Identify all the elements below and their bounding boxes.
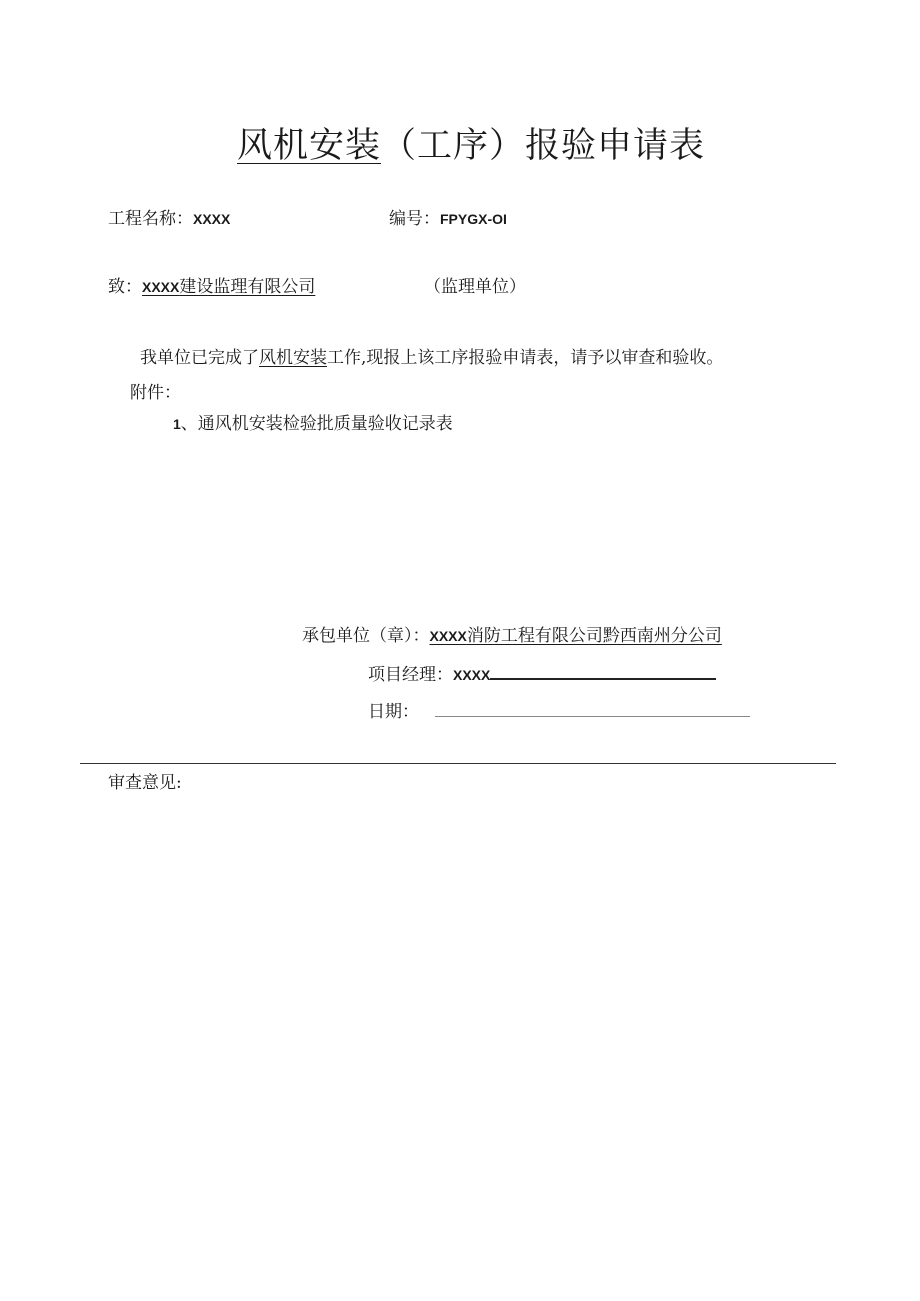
title-rest: （工序）报验申请表 [381, 126, 706, 166]
manager-signature-line [490, 677, 716, 680]
number-value: FPYGX-OI [440, 211, 507, 227]
contractor-name: 消防工程有限公司黔西南州分公司 [466, 626, 722, 646]
body-suffix: 工作,现报上该工序报验申请表，请予以审查和验收。 [327, 348, 724, 368]
to-value-code: XXXX [142, 279, 180, 295]
contractor-value [430, 626, 722, 646]
attachment-item [173, 409, 453, 434]
manager-value: XXXX [453, 667, 491, 683]
contractor-code: XXXX [429, 628, 467, 644]
manager-label: 项目经理： [368, 665, 453, 685]
date-fill-line [435, 715, 750, 717]
to-value [142, 277, 315, 297]
date-label: 日期： [368, 702, 419, 722]
recipient-suffix: （监理单位） [424, 277, 526, 297]
manager-row [368, 660, 716, 685]
contractor-label: 承包单位（章）： [302, 626, 430, 646]
project-label: 工程名称： [108, 209, 193, 229]
project-name-row [108, 204, 230, 229]
title-underlined: 风机安装 [237, 126, 382, 166]
page-title [237, 118, 705, 168]
project-value: XXXX [193, 211, 231, 227]
body-prefix: 我单位已完成了 [140, 348, 259, 368]
section-divider [80, 763, 836, 764]
attachment-number: 1 [173, 416, 181, 432]
recipient-row [108, 272, 315, 297]
date-row [368, 697, 750, 722]
contractor-row [302, 621, 722, 646]
body-text [140, 343, 723, 368]
to-value-name: 建设监理有限公司 [179, 277, 316, 297]
attachment-text: 、通风机安装检验批质量验收记录表 [180, 414, 453, 434]
body-underlined: 风机安装 [259, 348, 327, 368]
number-label: 编号： [389, 209, 440, 229]
to-label: 致： [108, 277, 142, 297]
attachment-label: 附件： [130, 383, 181, 403]
number-row [389, 204, 507, 229]
review-label: 审查意见: [108, 773, 182, 793]
